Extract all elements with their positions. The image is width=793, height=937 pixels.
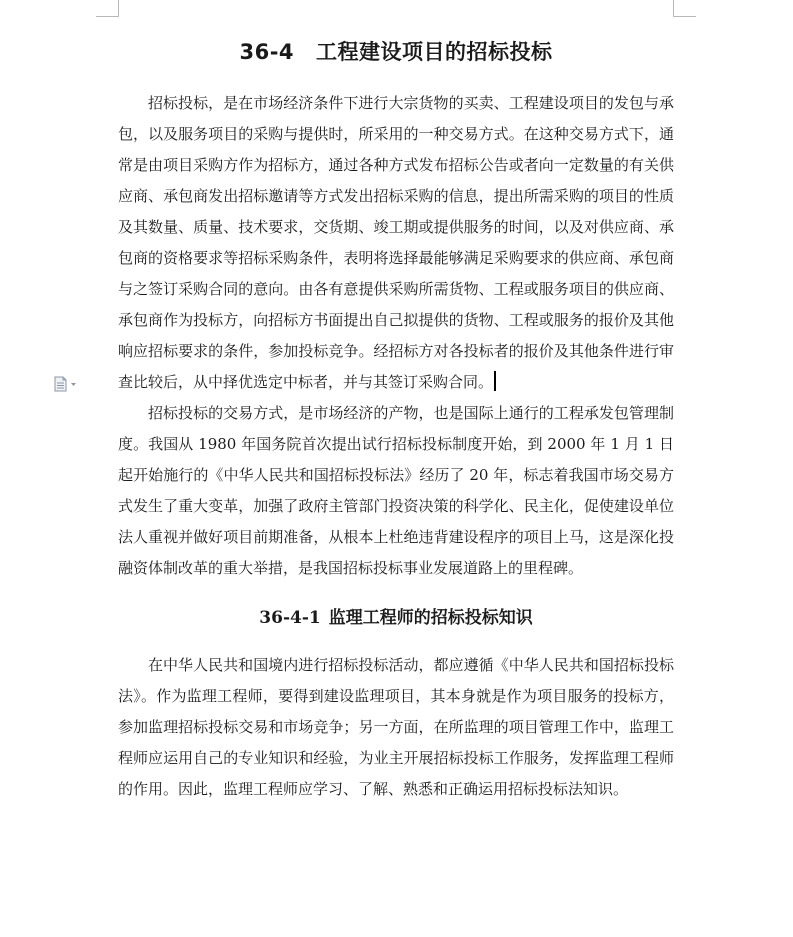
document-page [118,30,674,805]
body-paragraph-2[interactable]: 招标投标的交易方式，是市场经济的产物，也是国际上通行的工程承发包管理制度。我国从 1980 年国务院首次提出试行招标投标制度开始，到 2000 年 1 月 1 日起开始施行的《中华人民共和国招标投标法》经历了 20 年，标志着我国市场交易方式发生了重大变革，加强了政府主管部门投资决策的科学化、民主化，促使建设单位法人重视并做好项目前期准备，从根本上杜绝违背建设程序的项目上马，这是深化投融资体制改革的重大举措，是我国招标投标事业发展道路上的里程碑。 [118,404,674,577]
crop-mark-top-right-horizontal [673,16,696,17]
crop-mark-top-left-horizontal [96,16,119,17]
subsection-number: 36-4-1 [259,608,321,628]
section-number: 36-4 [239,40,295,64]
subsection-title [118,596,674,640]
crop-mark-top-right-vertical [673,0,674,17]
body-paragraph-3[interactable]: 在中华人民共和国境内进行招标投标活动，都应遵循《中华人民共和国招标投标法》。作为监理工程师，要得到建设监理项目，其本身就是作为项目服务的投标方，参加监理招标投标交易和市场竞争；另一方面，在所监理的项目管理工作中，监理工程师应运用自己的专业知识和经验，为业主开展招标投标工作服务，发挥监理工程师的作用。因此，监理工程师应学习、了解、熟悉和正确运用招标投标法知识。 [118,656,674,798]
section-title [118,30,674,74]
document-paste-icon[interactable] [52,376,80,392]
text-cursor [494,371,496,391]
body-paragraph-1[interactable] [118,88,674,398]
crop-mark-top-left-vertical [118,0,119,17]
subsection-title-text: 监理工程师的招标投标知识 [328,608,533,628]
body-paragraph-1-text: 招标投标，是在市场经济条件下进行大宗货物的买卖、工程建设项目的发包与承包，以及服务项目的采购与提供时，所采用的一种交易方式。在这种交易方式下，通常是由项目采购方作为招标方，通过各种方式发布招标公告或者向一定数量的有关供应商、承包商发出招标邀请等方式发出招标采购的信息，提出所需采购的项目的性质及其数量、质量、技术要求，交货期、竣工期或提供服务的时间，以及对供应商、承包商的资格要求等招标采购条件，表明将选择最能够满足采购要求的供应商、承包商与之签订采购合同的意向。由各有意提供采购所需货物、工程或服务项目的供应商、承包商作为投标方，向招标方书面提出自己拟提供的货物、工程或服务的报价及其他响应招标要求的条件，参加投标竞争。经招标方对各投标者的报价及其他条件进行审查比较后，从中择优选定中标者，并与其签订采购合同。 [118,94,674,391]
section-title-text: 工程建设项目的招标投标 [316,40,553,64]
